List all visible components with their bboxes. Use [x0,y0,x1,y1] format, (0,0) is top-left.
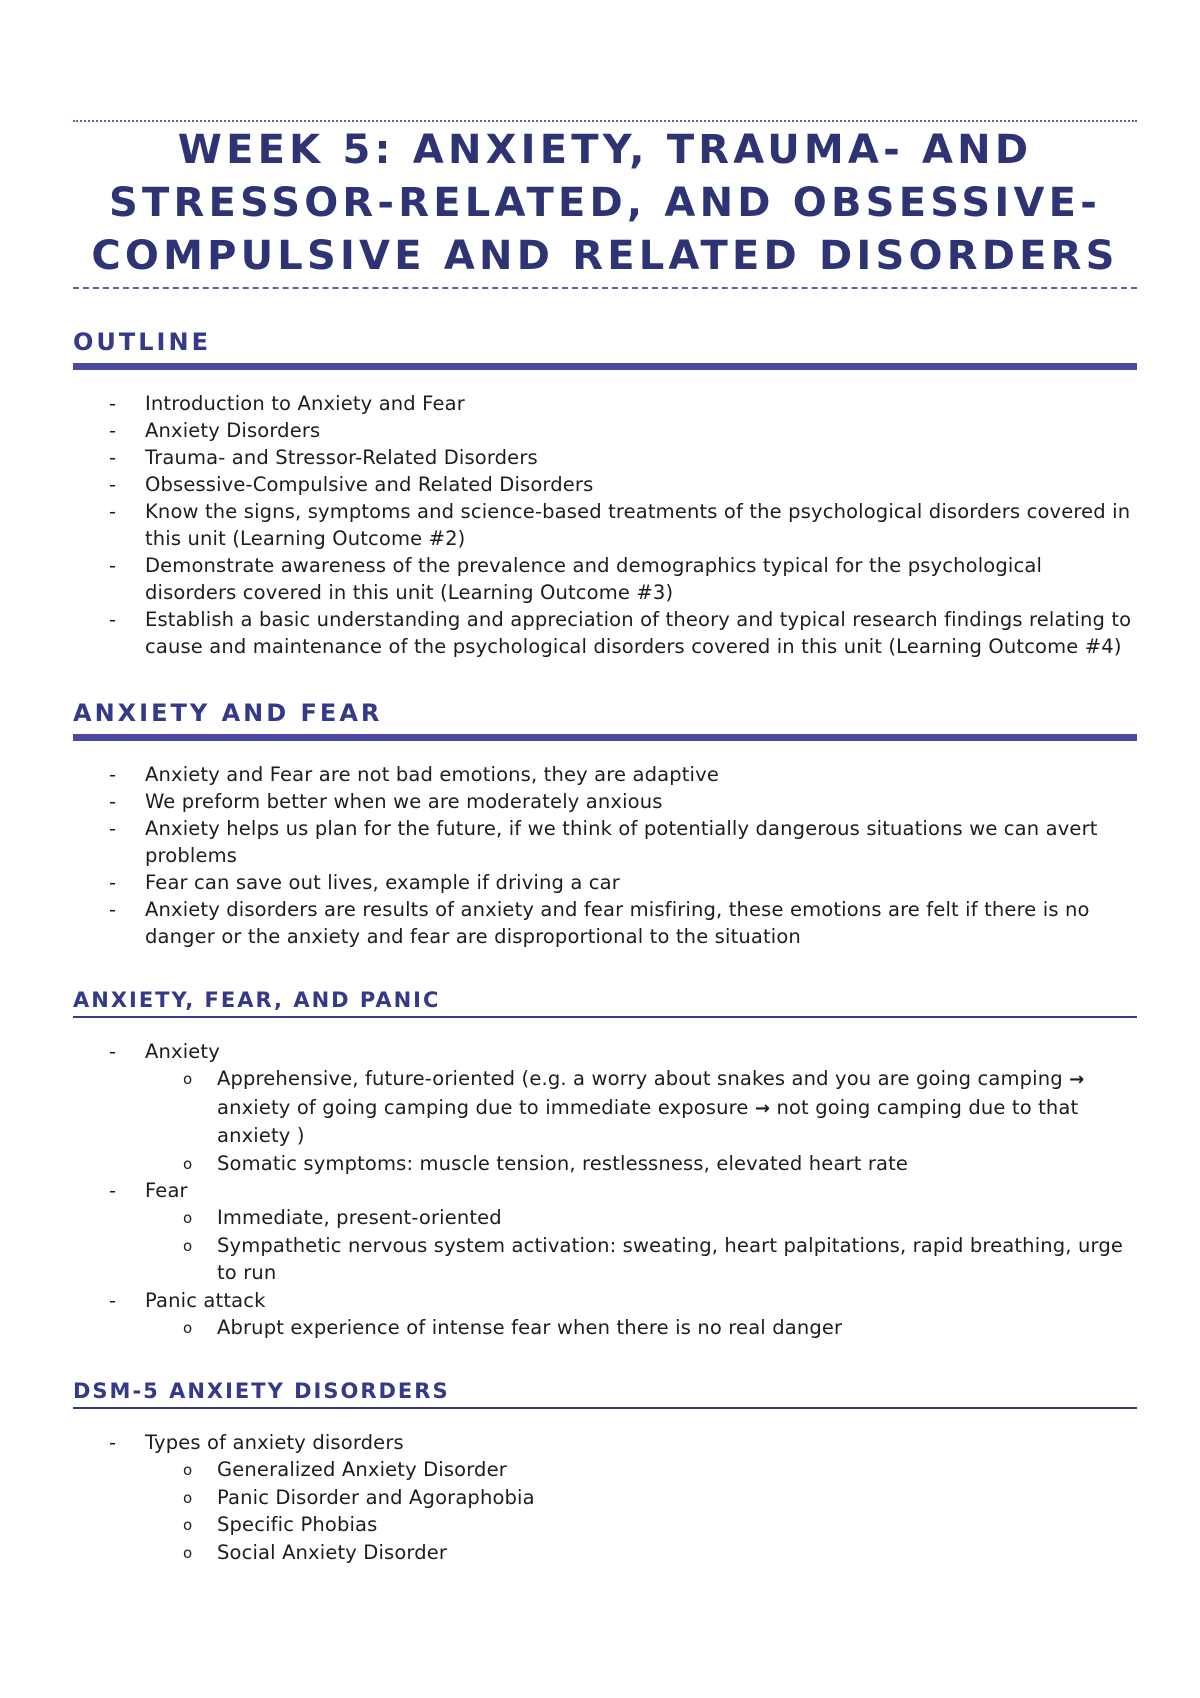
sub-list-item [144,1232,1137,1287]
list-item [73,1429,1137,1566]
list-item-text: Know the signs, symptoms and science-based treatments of the psychological disorders covered in this unit (Learning Outcome #2) [145,500,1131,550]
circle-bullet: o [183,1461,193,1479]
title-bottom-rule [73,287,1137,289]
dash-bullet: - [109,608,117,631]
list-item [73,498,1137,552]
list-item [73,869,1137,896]
list-item-text: Anxiety and Fear are not bad emotions, they are adaptive [145,763,719,786]
outline-heading: OUTLINE [73,327,1137,370]
title-line-2: STRESSOR-RELATED, AND OBSESSIVE- [108,180,1102,226]
list-item-text: Types of anxiety disorders [145,1431,404,1454]
sub-item-text: Panic Disorder and Agoraphobia [217,1485,535,1509]
list-item-text: Fear can save out lives, example if driving a car [145,871,620,894]
sub-list-item [144,1065,1137,1150]
circle-bullet: o [183,1488,193,1507]
circle-bullet: o [183,1236,193,1255]
list-item-text: Establish a basic understanding and appreciation of theory and typical research findings relating to cause and maintenance of the psychological disorders covered in this unit (Learning Outcome #4) [145,608,1132,658]
list-item-text: Anxiety helps us plan for the future, if we think of potentially dangerous situations we can avert problems [145,817,1098,867]
sub-item-text: Social Anxiety Disorder [217,1540,448,1564]
sub-list-item [144,1511,1137,1539]
anxiety-fear-heading: ANXIETY AND FEAR [73,698,1137,741]
dash-bullet: - [109,1431,117,1454]
list-item [73,896,1137,950]
list-item-text: Anxiety disorders are results of anxiety and fear misfiring, these emotions are felt if there is no danger or the anxiety and fear are disproportional to the situation [145,898,1090,948]
anxiety-fear-panic-heading: ANXIETY, FEAR, AND PANIC [73,986,1137,1018]
outline-section [73,327,1137,660]
list-item [73,815,1137,869]
list-item [73,606,1137,660]
dsm5-sublist [145,1456,1137,1566]
dash-bullet: - [109,446,117,469]
sub-item-text: not going camping due to that anxiety ) [217,1095,1079,1147]
circle-bullet: o [183,1516,193,1534]
anxiety-fear-list [73,761,1137,950]
list-item-text: Fear [145,1179,188,1202]
sub-list-item [144,1456,1137,1484]
dash-bullet: - [109,871,117,894]
sub-list-item [144,1539,1137,1567]
outline-list [73,390,1137,660]
dash-bullet: - [109,1040,117,1063]
list-item [73,788,1137,815]
sub-item-text: Apprehensive, future-oriented (e.g. a worry about snakes and you are going camping [217,1067,1063,1090]
circle-bullet: o [183,1543,193,1562]
circle-bullet: o [183,1070,193,1088]
list-item-text: Introduction to Anxiety and Fear [145,392,465,415]
title-line-3: COMPULSIVE AND RELATED DISORDERS [91,233,1119,279]
anxiety-sublist [145,1065,1137,1177]
sub-item-text: Sympathetic nervous system activation: sweating, heart palpitations, rapid breathing, urge to run [217,1233,1124,1284]
sub-list-item [144,1314,1137,1342]
dash-bullet: - [109,817,117,840]
dash-bullet: - [109,1288,117,1312]
list-item-text: We preform better when we are moderately anxious [145,790,663,813]
list-item [73,417,1137,444]
arrow-right-icon: → [1069,1069,1085,1090]
sub-item-text: Somatic symptoms: muscle tension, restlessness, elevated heart rate [217,1151,909,1175]
list-item [73,471,1137,498]
dsm5-heading: DSM-5 ANXIETY DISORDERS [73,1377,1137,1409]
dash-bullet: - [109,473,117,496]
sub-item-text: Specific Phobias [217,1513,378,1536]
title-line-1: WEEK 5: ANXIETY, TRAUMA- AND [177,127,1033,173]
dash-bullet: - [109,392,117,415]
list-item-text: Obsessive-Compulsive and Related Disorders [145,473,594,496]
list-item-text: Demonstrate awareness of the prevalence and demographics typical for the psychological disorders covered in this unit (Learning Outcome #3) [145,554,1043,604]
dsm5-section [73,1377,1137,1566]
list-item-anxiety [73,1038,1137,1177]
dash-bullet: - [109,419,117,442]
list-item [73,761,1137,788]
sub-item-text: Abrupt experience of intense fear when there is no real danger [217,1315,843,1339]
dash-bullet: - [109,898,117,921]
list-item-text: Trauma- and Stressor-Related Disorders [145,446,538,469]
dsm5-list [73,1429,1137,1566]
dash-bullet: - [109,1179,117,1202]
list-item [73,444,1137,471]
dash-bullet: - [109,554,117,577]
sub-list-item [144,1150,1137,1178]
title-top-rule [73,120,1137,122]
document-page [73,120,1137,1566]
list-item-text: Panic attack [145,1288,266,1312]
sub-list-item [144,1484,1137,1512]
list-item [73,390,1137,417]
anxiety-fear-panic-list [73,1038,1137,1341]
arrow-right-icon: → [754,1097,771,1119]
panic-sublist [145,1314,1137,1342]
list-item-fear [73,1177,1137,1287]
list-item-text: Anxiety Disorders [145,419,321,442]
circle-bullet: o [183,1318,193,1337]
sub-list-item [144,1204,1137,1232]
sub-item-text: Generalized Anxiety Disorder [217,1458,507,1481]
fear-sublist [145,1204,1137,1287]
sub-item-text: Immediate, present-oriented [217,1206,502,1229]
circle-bullet: o [183,1209,193,1227]
dash-bullet: - [109,763,117,786]
list-item-text: Anxiety [145,1040,220,1063]
circle-bullet: o [183,1154,193,1173]
list-item [73,552,1137,606]
list-item-panic [73,1287,1137,1342]
dash-bullet: - [109,500,117,523]
dash-bullet: - [109,790,117,813]
anxiety-fear-panic-section [73,986,1137,1341]
document-title [73,124,1137,283]
anxiety-fear-section [73,698,1137,950]
sub-item-text: anxiety of going camping due to immediate exposure [217,1095,749,1119]
